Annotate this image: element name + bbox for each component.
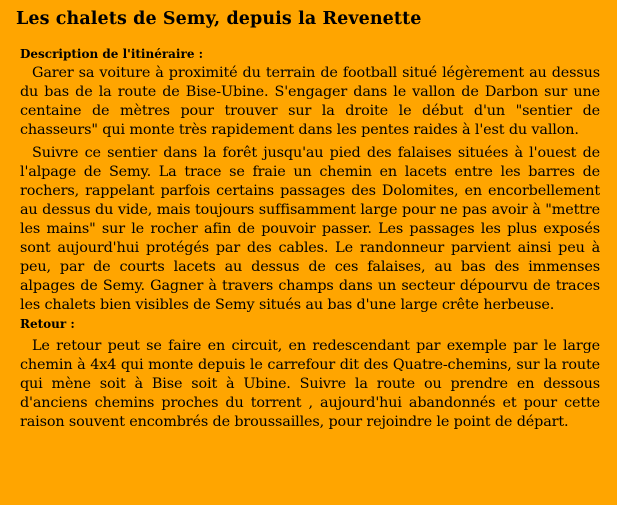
page-title: Les chalets de Semy, depuis la Revenette [16, 9, 422, 29]
description-paragraph-2: Suivre ce sentier dans la forêt jusqu'au pied des falaises situées à l'ouest de l'alpage de Semy. La trace se fraie un chemin en lacets entre les barres de rochers, rappelant parfois certains passages des Dolomites, en encorbellement au dessus du vide, mais toujours suffisamment large pour ne pas avoir à "mettre les mains" sur le rocher afin de pouvoir passer. Les passages les plus exposés sont aujourd'hui protégés par des cables. Le randonneur parvient ainsi peu à peu, par de courts lacets au dessus de ces falaises, au bas des immenses alpages de Semy. Gagner à travers champs dans un secteur dépourvu de traces les chalets bien visibles de Semy situés au bas d'une large crête herbeuse. [20, 145, 600, 313]
section-heading-description: Description de l'itinéraire : [20, 47, 204, 61]
section-retour [20, 316, 600, 432]
section-description [20, 46, 600, 315]
section-heading-retour: Retour : [20, 317, 75, 331]
description-paragraph-1: Garer sa voiture à proximité du terrain de football situé légèrement au dessus du bas de la route de Bise-Ubine. S'engager dans le vallon de Darbon sur une centaine de mètres pour trouver sur la droite le début d'un "sentier de chasseurs" qui monte très rapidement dans les pentes raides à l'est du vallon. [20, 65, 600, 138]
retour-paragraph-1: Le retour peut se faire en circuit, en redescendant par exemple par le large chemin à 4x4 qui monte depuis le carrefour dit des Quatre-chemins, sur la route qui mène soit à Bise soit à Ubine. Suivre la route ou prendre en dessous d'anciens chemins proches du torrent , aujourd'hui abandonnés et pour cette raison souvent encombrés de broussailles, pour rejoindre le point de départ. [20, 338, 600, 430]
